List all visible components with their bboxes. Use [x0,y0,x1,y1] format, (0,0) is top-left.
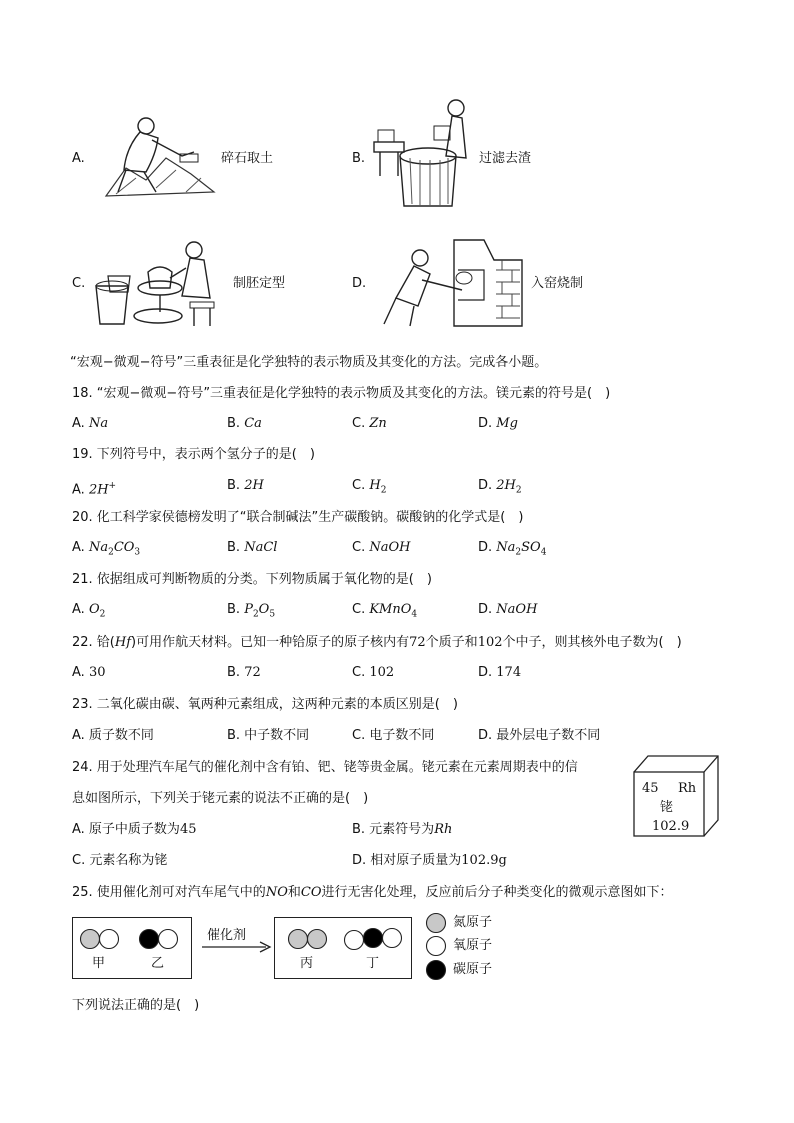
q20-option-c[interactable]: C. NaOH [352,540,411,555]
kiln-firing-illustration [374,230,524,332]
worker-filtering-tub-illustration [370,96,475,214]
q21-option-d[interactable]: D. NaOH [478,602,538,617]
legend-oxygen: 氧原子 [453,938,493,953]
q21-option-a[interactable]: A. $O_2$ [72,602,106,620]
q22-option-a[interactable]: A. 30 [72,665,106,680]
element-atomic-mass: 102.9 [652,819,690,834]
element-symbol: Rh [678,781,697,796]
q21-option-b[interactable]: B. $P_2O_5$ [227,602,276,620]
product-molecules [280,926,408,954]
q18-option-a[interactable]: A. Na [72,416,109,431]
q24-option-d[interactable]: D. 相对原子质量为102.9g [352,853,507,868]
q25-tail: 下列说法正确的是( ) [72,998,200,1013]
carbon-atom [364,929,383,948]
q20-stem: 20. 化工科学家侯德榜发明了“联合制碱法”生产碳酸钠。碳酸钠的化学式是( ) [72,510,524,525]
option-c-caption: 制胚定型 [233,276,286,291]
q24-stem-line1: 24. 用于处理汽车尾气的催化剂中含有铂、钯、铑等贵金属。铑元素在元素周期表中的信 [72,760,578,775]
q25-stem: 25. 使用催化剂可对汽车尾气中的NO和CO进行无害化处理，反应前后分子种类变化的微观示意图如下： [72,885,673,900]
q24-option-c[interactable]: C. 元素名称为铑 [72,853,168,868]
q24-stem-line2: 息如图所示，下列关于铑元素的说法不正确的是( ) [72,791,369,806]
q20-option-b[interactable]: B. NaCl [227,540,278,555]
q18-option-d[interactable]: D. Mg [478,416,518,431]
q22-option-d[interactable]: D. 174 [478,665,522,680]
option-c-letter: C. [72,276,86,291]
reactant-molecules [78,926,186,954]
q19-option-c[interactable]: C. $H_2$ [352,478,387,496]
q19-option-b[interactable]: B. 2H [227,478,264,493]
nitrogen-atom [308,930,327,949]
q24-option-b[interactable]: B. 元素符号为Rh [352,822,453,837]
q19-stem: 19. 下列符号中，表示两个氢分子的是( ) [72,447,315,462]
option-b-letter: B. [352,151,366,166]
q23-option-a[interactable]: A. 质子数不同 [72,728,154,743]
element-atomic-number: 45 [642,781,659,796]
q24-option-a[interactable]: A. 原子中质子数为45 [72,822,197,837]
q18-option-c[interactable]: C. Zn [352,416,387,431]
oxygen-atom [159,930,178,949]
label-ding: 丁 [366,956,380,971]
oxygen-legend-icon [427,937,446,956]
label-yi: 乙 [151,956,165,971]
carbon-legend-icon [427,961,446,980]
q23-option-b[interactable]: B. 中子数不同 [227,728,310,743]
q20-option-a[interactable]: A. $Na_2CO_3$ [72,540,141,558]
element-name: 铑 [660,800,674,815]
nitrogen-atom [289,930,308,949]
label-bing: 丙 [300,956,314,971]
reaction-arrow-icon [200,940,272,954]
q18-stem: 18. “宏观−微观−符号”三重表征是化学独特的表示物质及其变化的方法。镁元素的符号是( ) [72,386,611,401]
worker-breaking-stone-illustration [96,108,216,200]
catalyst-label: 催化剂 [207,928,247,943]
q19-option-d[interactable]: D. $2H_2$ [478,478,522,496]
nitrogen-legend-icon [427,914,446,933]
option-d-letter: D. [352,276,367,291]
q22-stem: 22. 铪(Hf)可用作航天材料。已知一种铪原子的原子核内有72个质子和102个中子，则其核外电子数为( ) [72,635,682,650]
oxygen-atom [383,929,402,948]
label-jia: 甲 [92,956,106,971]
oxygen-atom [100,930,119,949]
q23-option-d[interactable]: D. 最外层电子数不同 [478,728,601,743]
carbon-atom [140,930,159,949]
atom-legend-icons [424,912,448,982]
potter-wheel-illustration [90,232,220,332]
q22-option-b[interactable]: B. 72 [227,665,261,680]
q23-option-c[interactable]: C. 电子数不同 [352,728,435,743]
q18-option-b[interactable]: B. Ca [227,416,262,431]
nitrogen-atom [81,930,100,949]
legend-nitrogen: 氮原子 [453,915,493,930]
option-d-caption: 入窑烧制 [531,276,584,291]
oxygen-atom [345,931,364,950]
option-a-caption: 碎石取土 [221,151,274,166]
q23-stem: 23. 二氧化碳由碳、氧两种元素组成，这两种元素的本质区别是( ) [72,697,458,712]
q21-stem: 21. 依据组成可判断物质的分类。下列物质属于氧化物的是( ) [72,572,432,587]
legend-carbon: 碳原子 [453,962,493,977]
q21-option-c[interactable]: C. KMnO$_4$ [352,602,418,620]
section-intro: “宏观−微观−符号”三重表征是化学独特的表示物质及其变化的方法。完成各小题。 [70,355,548,370]
q20-option-d[interactable]: D. $Na_2SO_4$ [478,540,547,558]
q19-option-a[interactable]: A. 2H+ [72,481,117,498]
q22-option-c[interactable]: C. 102 [352,665,395,680]
option-a-letter: A. [72,151,85,166]
option-b-caption: 过滤去渣 [479,151,532,166]
